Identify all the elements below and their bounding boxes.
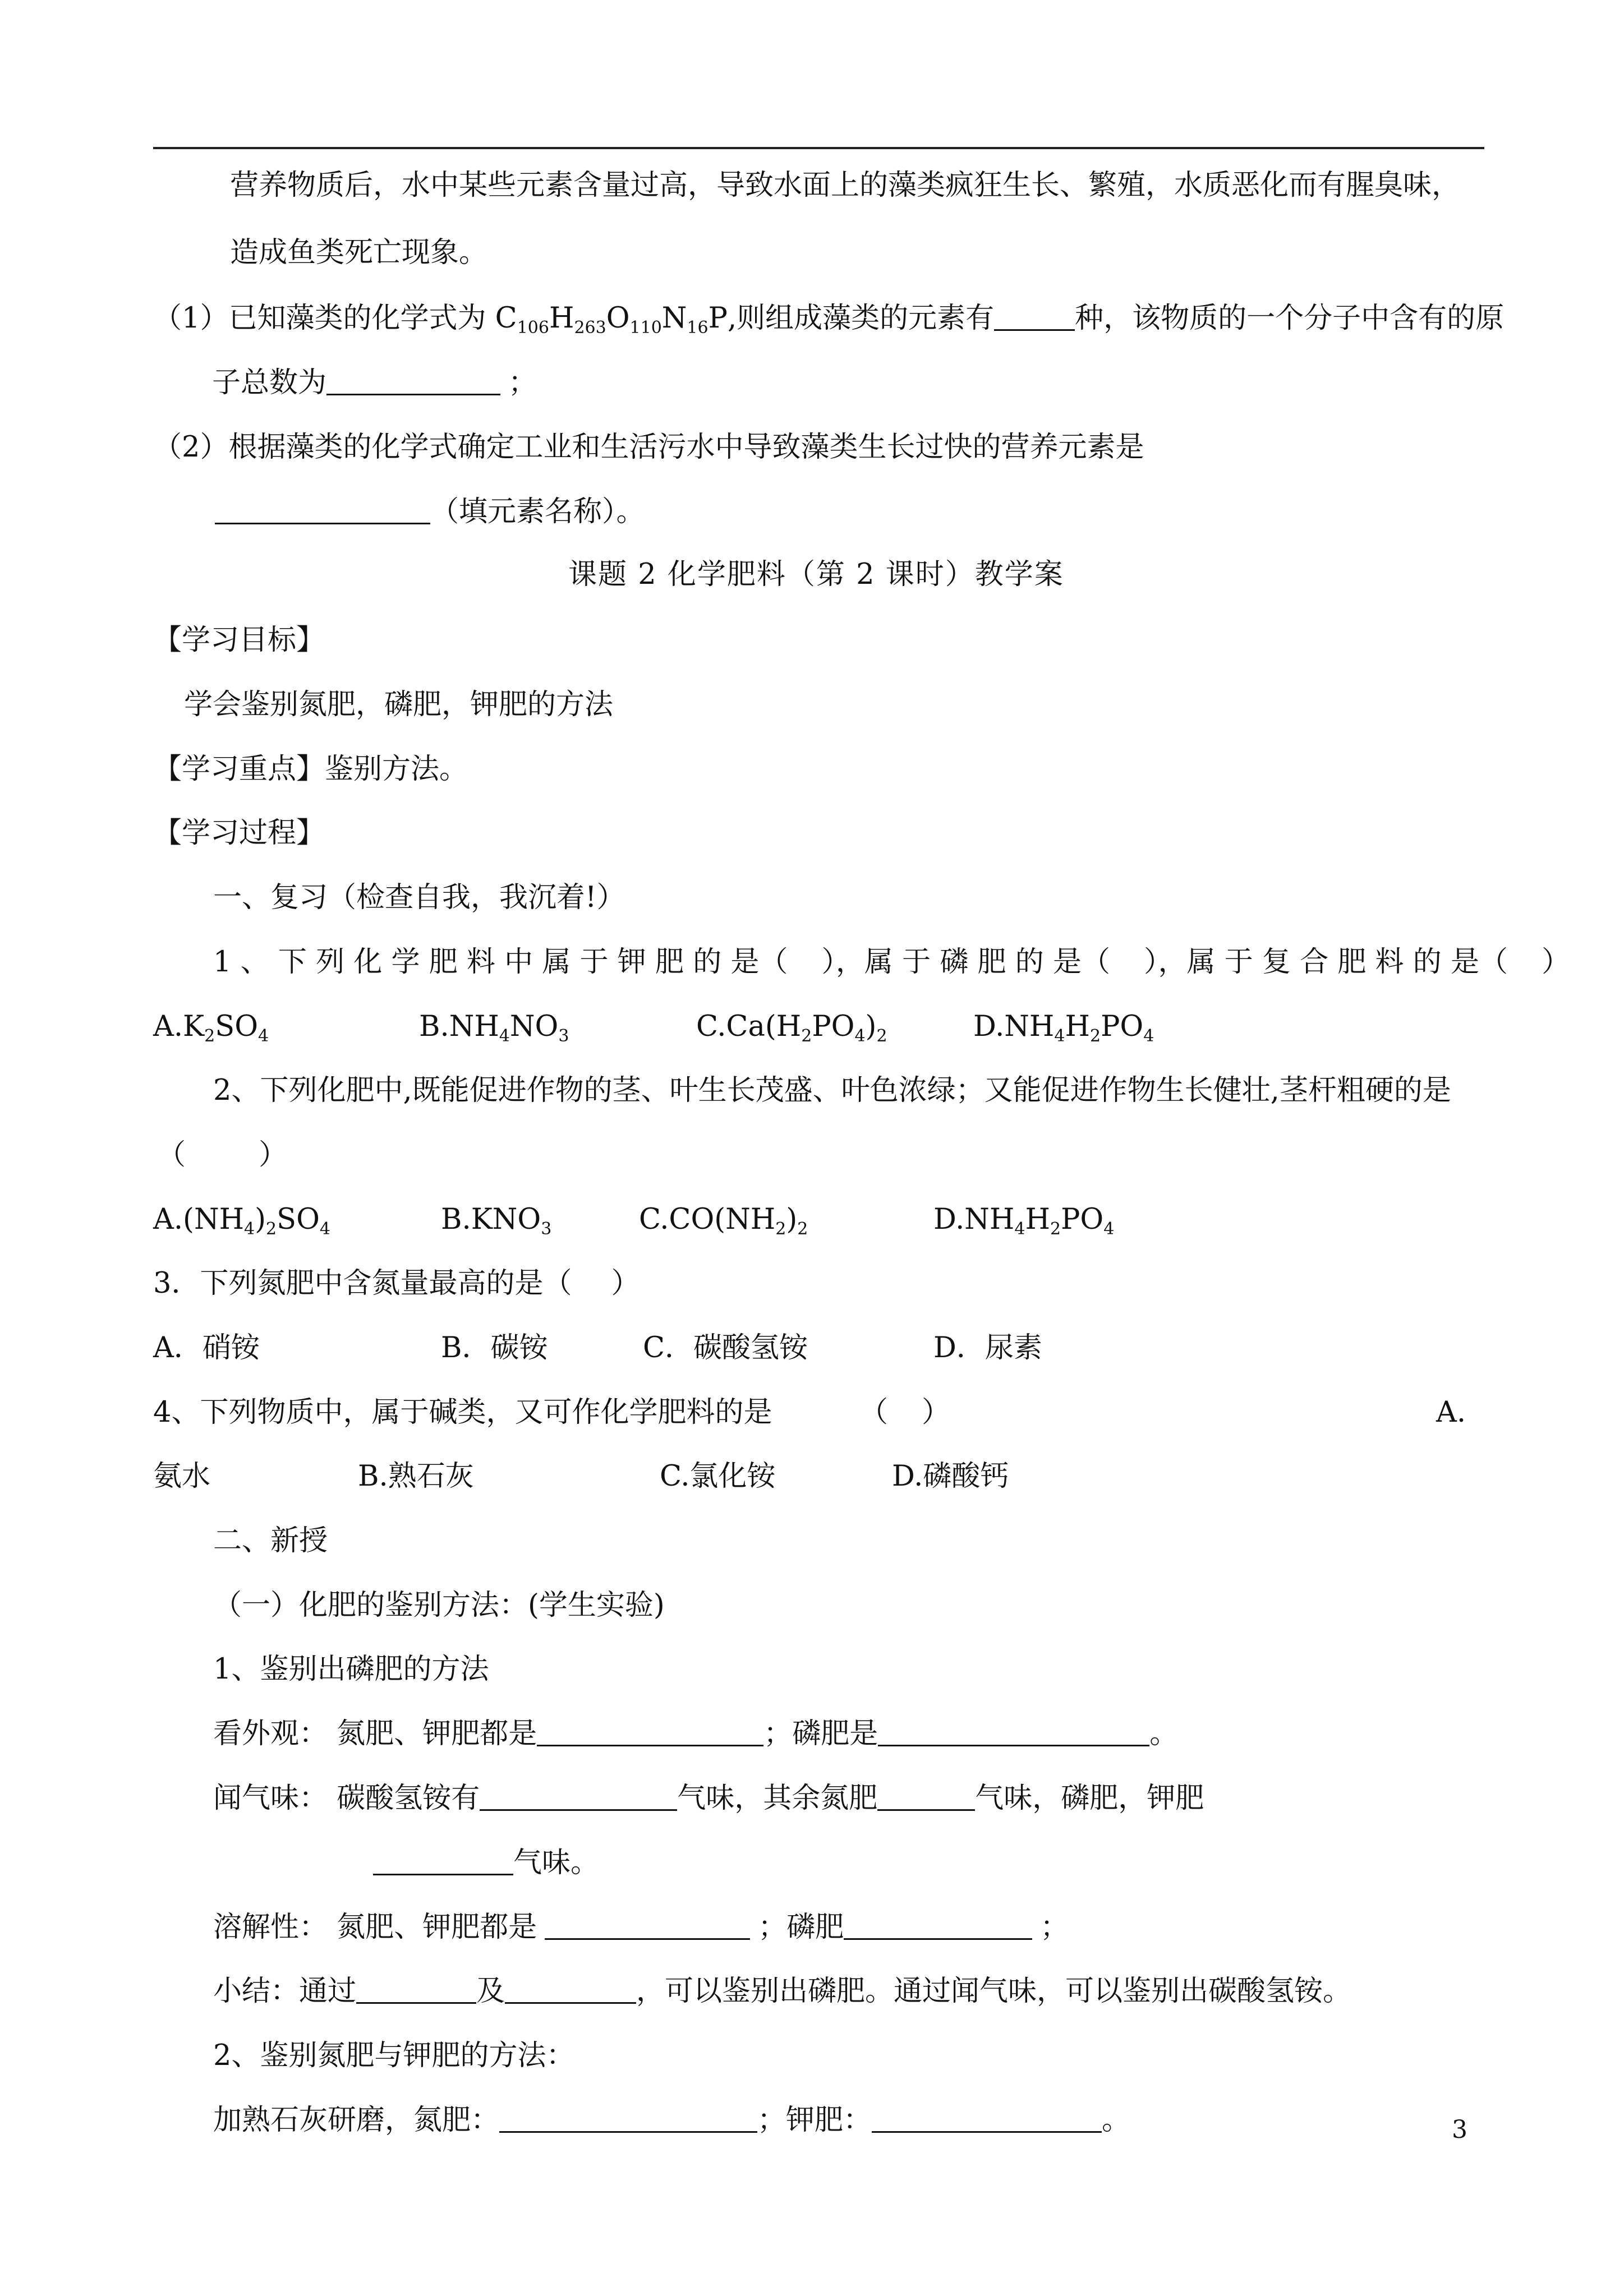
other-nitrogen-smell-blank[interactable]: [877, 1783, 975, 1811]
nk-solubility-blank[interactable]: [545, 1912, 750, 1940]
review-q4-option-b: B.熟石灰: [358, 1460, 474, 1493]
phosphate-appearance-blank[interactable]: [878, 1719, 1149, 1746]
learning-goal-text: 学会鉴别氮肥，磷肥，钾肥的方法: [184, 688, 614, 721]
header-rule: [153, 147, 1484, 149]
nk-appearance-blank[interactable]: [537, 1719, 763, 1746]
review-q3: 3．下列氮肥中含氮量最高的是（ ）: [153, 1267, 640, 1300]
question-2-line-2: [215, 494, 645, 531]
smell-line-2: 气味。: [373, 1845, 599, 1882]
question-2-line-1: （2）根据藻类的化学式确定工业和生活污水中导致藻类生长过快的营养元素是: [153, 431, 1144, 464]
appearance-line: 看外观： 氮肥、钾肥都是 ；磷肥是 。: [213, 1717, 1179, 1750]
learning-process-heading: 【学习过程】: [153, 817, 325, 850]
smell-line: 闻气味： 碳酸氢铵有 气味，其余氮肥 气味，磷肥，钾肥: [213, 1782, 1204, 1815]
method-1-title: 1、鉴别出磷肥的方法: [213, 1653, 489, 1686]
review-q1-option-c: $C.Ca(H_2PO_4)_2$: [696, 1010, 887, 1046]
review-q4-option-a-text: 氨水: [153, 1460, 211, 1493]
review-q3-option-d: D．尿素: [933, 1331, 1042, 1364]
new-lesson-heading: 二、新授: [213, 1524, 328, 1557]
nutrient-element-blank[interactable]: [215, 497, 430, 524]
nitrogen-lime-blank[interactable]: [499, 2105, 757, 2133]
review-q1-option-b: $B.NH_4NO_3$: [419, 1010, 569, 1046]
question-2-suffix: （填元素名称）。: [430, 495, 645, 528]
question-1-prefix: （1）已知藻类的化学式为: [153, 302, 495, 335]
review-q2-option-c: $C.CO(NH_2)_2$: [639, 1203, 808, 1239]
review-q3-option-a: A．硝铵: [153, 1331, 260, 1364]
learning-focus-text: 鉴别方法。: [325, 753, 468, 786]
summary-method-2-blank[interactable]: [505, 1976, 636, 2004]
potassium-lime-blank[interactable]: [872, 2105, 1102, 2133]
learning-focus-heading: 【学习重点】: [153, 753, 325, 786]
page-number: 3: [1452, 2115, 1467, 2144]
question-1-end: ；: [508, 366, 537, 399]
review-q2-option-d: $D.NH_4H_2PO_4$: [933, 1203, 1115, 1239]
learning-focus: [153, 751, 468, 788]
review-q2: 2、下列化肥中,既能促进作物的茎、叶生长茂盛、叶色浓绿；又能促进作物生长健壮,茎杆粗硬的是: [213, 1074, 1451, 1107]
review-q1: 1 、 下 列 化 学 肥 料 中 属 于 钾 肥 的 是（ ），属 于 磷 肥 的 是（ ），属 于 复 合 肥 料 的 是（ ）: [213, 946, 1570, 979]
summary-method-1-blank[interactable]: [356, 1976, 476, 2004]
question-1-mid: ,则组成藻类的元素有: [727, 302, 995, 335]
question-1-suffix: 种，该物质的一个分子中含有的原: [1075, 302, 1505, 335]
intro-line-2: 造成鱼类死亡现象。: [230, 236, 488, 269]
review-q3-option-b: B．碳铵: [441, 1331, 548, 1364]
lime-grinding-line: 加熟石灰研磨，氮肥： ；钾肥： 。: [213, 2104, 1131, 2137]
algae-formula: $C_{106}H_{263}O_{110}N_{16}P$: [495, 302, 728, 338]
bicarbonate-smell-blank[interactable]: [480, 1783, 677, 1811]
learning-goal-heading: 【学习目标】: [153, 624, 325, 657]
question-1-line-2: [212, 365, 537, 402]
review-heading: 一、复习（检查自我，我沉着!）: [213, 881, 625, 914]
phosphate-solubility-blank[interactable]: [844, 1912, 1032, 1940]
review-q2-answer-paren: （ ）: [157, 1138, 288, 1172]
solubility-line: 溶解性： 氮肥、钾肥都是 ；磷肥 ；: [213, 1911, 1069, 1944]
review-q1-option-d: $D.NH_4H_2PO_4$: [973, 1010, 1154, 1046]
review-q2-option-a: $A.(NH_4)_2SO_4$: [153, 1203, 330, 1239]
review-q4-option-c: C.氯化铵: [660, 1460, 776, 1493]
review-q4: 4、下列物质中，属于碱类，又可作化学肥料的是: [153, 1396, 772, 1429]
atom-count-label: 子总数为: [212, 366, 327, 399]
review-q4-option-a-label: A.: [1436, 1396, 1466, 1429]
method-2-title: 2、鉴别氮肥与钾肥的方法：: [213, 2039, 575, 2072]
intro-line-1: 营养物质后，水中某些元素含量过高，导致水面上的藻类疯狂生长、繁殖，水质恶化而有腥臭味，: [230, 169, 1461, 202]
question-1-line-1: [153, 300, 1504, 337]
review-q4-option-d: D.磷酸钙: [892, 1460, 1009, 1493]
review-q2-option-b: $B.KNO_3$: [441, 1203, 552, 1239]
summary-line: 小结：通过 及 ，可以鉴别出磷肥。通过闻气味，可以鉴别出碳酸氢铵。: [213, 1975, 1352, 2008]
review-q4-answer-paren: （ ）: [859, 1396, 951, 1429]
identification-methods-heading: （一）化肥的鉴别方法：(学生实验): [213, 1589, 665, 1622]
atom-count-blank[interactable]: [326, 368, 500, 395]
review-q1-option-a: $A.K_2SO_4$: [153, 1010, 269, 1046]
lesson-title: 课题 2 化学肥料（第 2 课时）教学案: [568, 558, 1064, 591]
review-q3-option-c: C．碳酸氢铵: [643, 1331, 808, 1364]
pk-smell-blank[interactable]: [373, 1848, 513, 1875]
element-count-blank[interactable]: [994, 303, 1075, 331]
